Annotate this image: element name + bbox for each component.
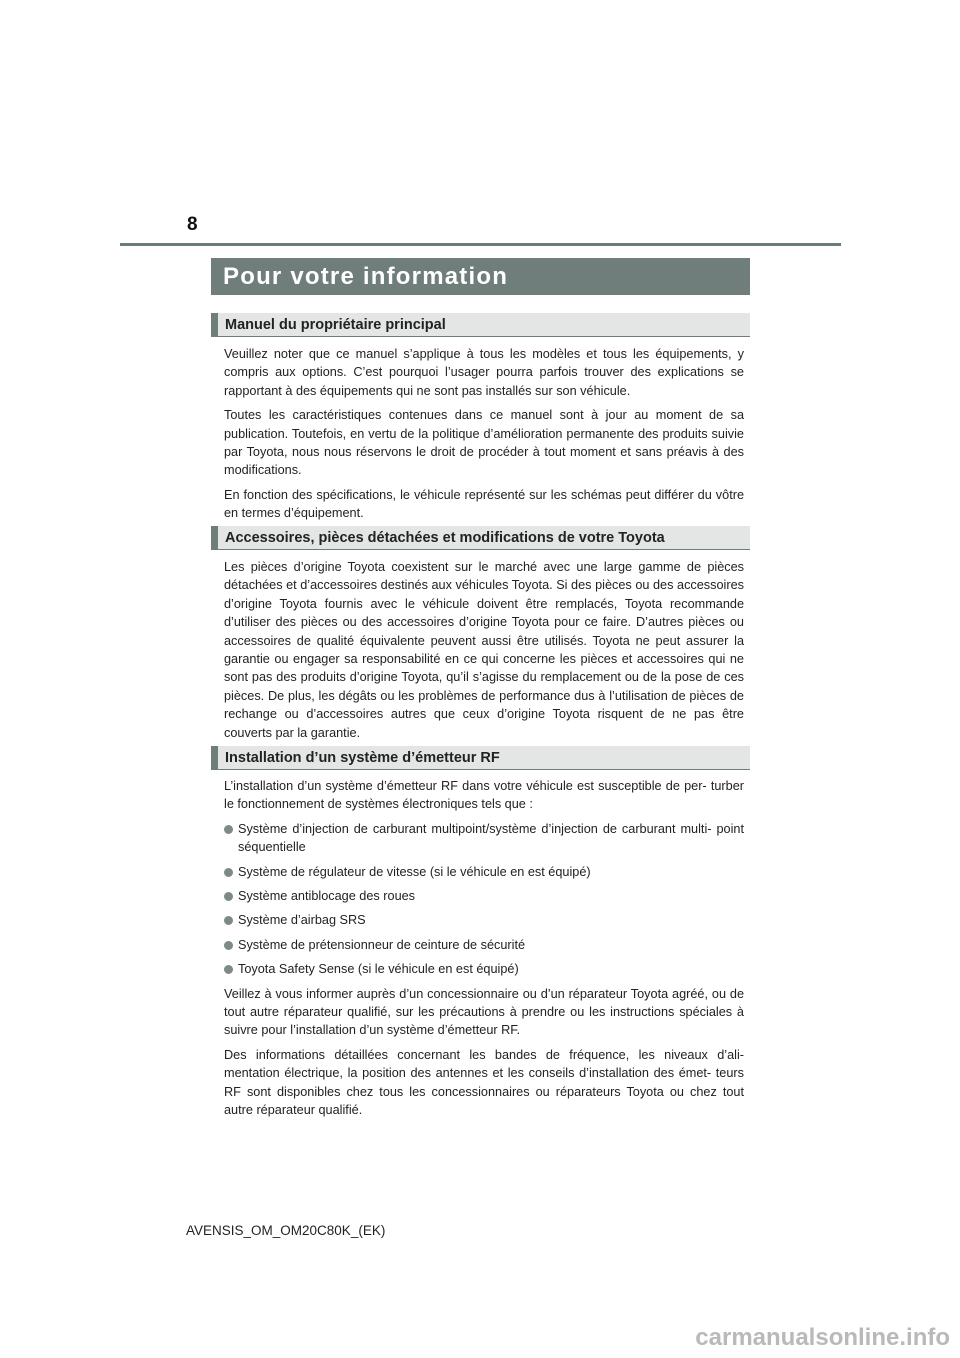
paragraph: En fonction des spécifications, le véhicule représenté sur les schémas peut différer du vôtre en termes d’équipement. <box>224 487 744 521</box>
section-body-installation-rf <box>224 777 744 1126</box>
bullet-dot-icon <box>224 868 233 877</box>
paragraph: Des informations détaillées concernant les bandes de fréquence, les niveaux d’ali- mentation électrique, la position des antennes et les conseils d’installation des émet- teurs RF sont disponibles chez tous les concessionnaires ou réparateurs Toyota ou chez tout autre réparateur qualifié. <box>224 1047 744 1118</box>
paragraph: Veuillez noter que ce manuel s’applique à tous les modèles et tous les équipements, y compris aux options. C’est pourquoi l’usager pourra parfois trouver des explications se rapportant à des équipements qui ne sont pas installés sur son véhicule. <box>224 347 744 398</box>
paragraph: L’installation d’un système d’émetteur RF dans votre véhicule est susceptible de per- turber le fonctionnement de systèmes électroniques tels que : <box>224 779 744 812</box>
bullet-dot-icon <box>224 941 233 950</box>
list-item: Système d’airbag SRS <box>224 911 744 929</box>
section-body-accessoires <box>224 558 744 748</box>
list-item: Système de prétensionneur de ceinture de sécurité <box>224 936 744 954</box>
bullet-dot-icon <box>224 892 233 901</box>
list-item: Système antiblocage des roues <box>224 887 744 905</box>
bullet-dot-icon <box>224 825 233 834</box>
page-title: Pour votre information <box>211 258 750 295</box>
page-number: 8 <box>187 214 198 235</box>
section-header-manuel: Manuel du propriétaire principal <box>211 313 750 337</box>
footer-document-code: AVENSIS_OM_OM20C80K_(EK) <box>186 1223 386 1238</box>
paragraph: Veillez à vous informer auprès d’un concessionnaire ou d’un réparateur Toyota agréé, ou de tout autre réparateur qualifié, sur les précautions à prendre ou les instructions spéciales à suivre pour l’installation d’un système d’émetteur RF. <box>224 986 744 1038</box>
list-item: Système de régulateur de vitesse (si le véhicule en est équipé) <box>224 863 744 881</box>
watermark[interactable]: carmanualsonline.info <box>695 1324 950 1351</box>
list-item: Toyota Safety Sense (si le véhicule en est équipé) <box>224 960 744 978</box>
paragraph: Toutes les caractéristiques contenues dans ce manuel sont à jour au moment de sa publication. Toutefois, en vertu de la politique d’amélioration permanente des produits suivie par Toyota, nous nous réservons le droit de procéder à tout moment et sans préavis à des modifications. <box>224 408 744 478</box>
section-header-accessoires: Accessoires, pièces détachées et modifications de votre Toyota <box>211 526 750 550</box>
list-item: Système d’injection de carburant multipoint/système d’injection de carburant multi- point séquentielle <box>224 820 744 857</box>
bullet-dot-icon <box>224 965 233 974</box>
bullet-dot-icon <box>224 916 233 925</box>
section-header-installation-rf: Installation d’un système d’émetteur RF <box>211 746 750 770</box>
paragraph: Les pièces d’origine Toyota coexistent sur le marché avec une large gamme de pièces détachées et d’accessoires destinés aux véhicules Toyota. Si des pièces ou des accessoires d’origine Toyota fournis avec le véhicule doivent être remplacés, Toyota recommande d’utiliser des pièces ou des accessoires d’origine Toyota pour ce faire. D’autres pièces ou accessoires de qualité équivalente peuvent aussi être utilisés. Toyota ne peut assurer la garantie ou engager sa responsabilité en ce qui concerne les pièces et accessoires qui ne sont pas des produits d’origine Toyota, qu’il s’agisse du remplacement ou de la pose de ces pièces. De plus, les dégâts ou les problèmes de performance dus à l’utilisation de pièces de rechange ou d’accessoires autres que ceux d’origine Toyota risquent de ne pas être couverts par la garantie. <box>224 560 744 740</box>
header-rule <box>120 243 841 246</box>
section-body-manuel <box>224 345 744 529</box>
